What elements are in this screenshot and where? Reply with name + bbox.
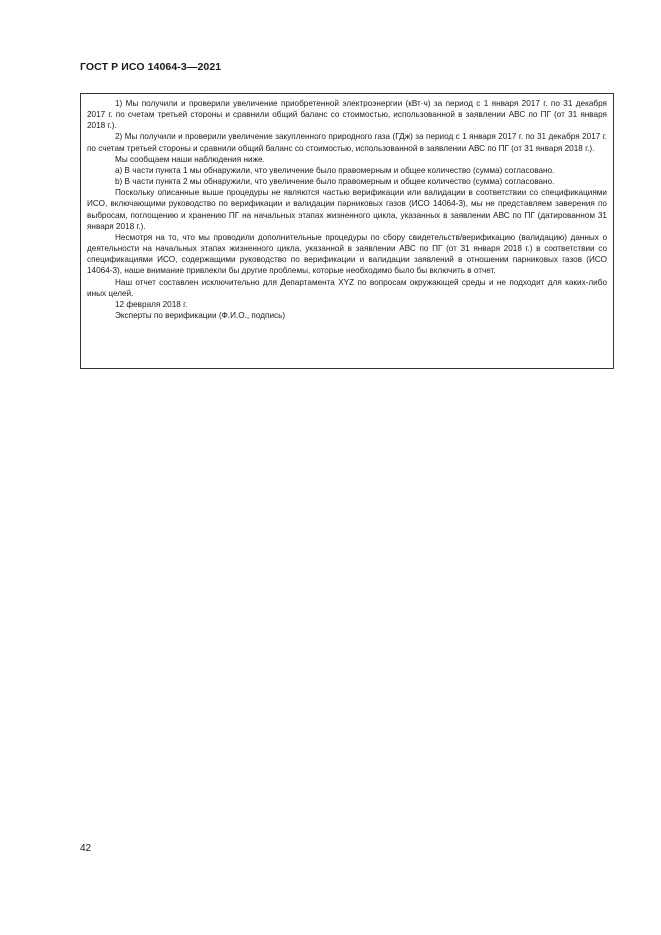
paragraph-item-2: 2) Мы получили и проверили увеличение закупленного природного газа (ГДж) за период с 1 января 2017 г. по 31 декабря 2017 г. по счетам третьей стороны и сравнили общий баланс со стоимостью, использованной в заявлении АВС по ПГ (от 31 января 2018 г.). <box>87 132 607 153</box>
report-purpose-paragraph: Наш отчет составлен исключительно для Департамента XYZ по вопросам окружающей среды и не подходит для каких-либо иных целей. <box>87 277 607 298</box>
additional-procedures-paragraph: Несмотря на то, что мы проводили дополнительные процедуры по сбору свидетельств/верификацию (валидацию) данных о деятельности на начальных этапах жизненного цикла, указанной в заявлении АВС по ПГ (от 31 января 2018 г.) в соответствии со спецификациями ИСО, содержащими руководство по верификации и валидации заявлений в отношении парниковых газов (ИСО 14064-3), наше внимание привлекли бы другие проблемы, которые необходимо было бы включить в отчет. <box>87 232 607 276</box>
disclaimer-paragraph: Поскольку описанные выше процедуры не являются частью верификации или валидации в соответствии со спецификациями ИСО, включающими руководство по верификации и валидации парниковых газов (ИСО 14064-3), мы не представляем заверения по выбросам, поглощению и хранению ПГ на начальных этапах жизненного цикла, указанных в заявлении АВС по ПГ (датированном 31 января 2018 г.). <box>87 188 607 231</box>
document-header: ГОСТ Р ИСО 14064-3—2021 <box>80 61 222 73</box>
report-date: 12 февраля 2018 г. <box>115 299 188 309</box>
observations-intro: Мы сообщаем наши наблюдения ниже. <box>115 154 265 164</box>
page-number: 42 <box>80 843 92 854</box>
paragraph-item-1: 1) Мы получили и проверили увеличение приобретенной электроэнергии (кВт·ч) за период с 1 января 2017 г. по 31 декабря 2017 г. по счетам третьей стороны и сравнили общий баланс со стоимостью, использованной в заявлении АВС по ПГ (от 31 января 2018 г.). <box>87 99 607 131</box>
report-text-box <box>80 93 614 369</box>
observation-a: а) В части пункта 1 мы обнаружили, что увеличение было правомерным и общее количество (сумма) согласовано. <box>115 165 555 175</box>
signature-line: Эксперты по верификации (Ф.И.О., подпись) <box>115 310 286 320</box>
observation-b: b) В части пункта 2 мы обнаружили, что увеличение было правомерным и общее количество (сумма) согласовано. <box>115 177 555 187</box>
